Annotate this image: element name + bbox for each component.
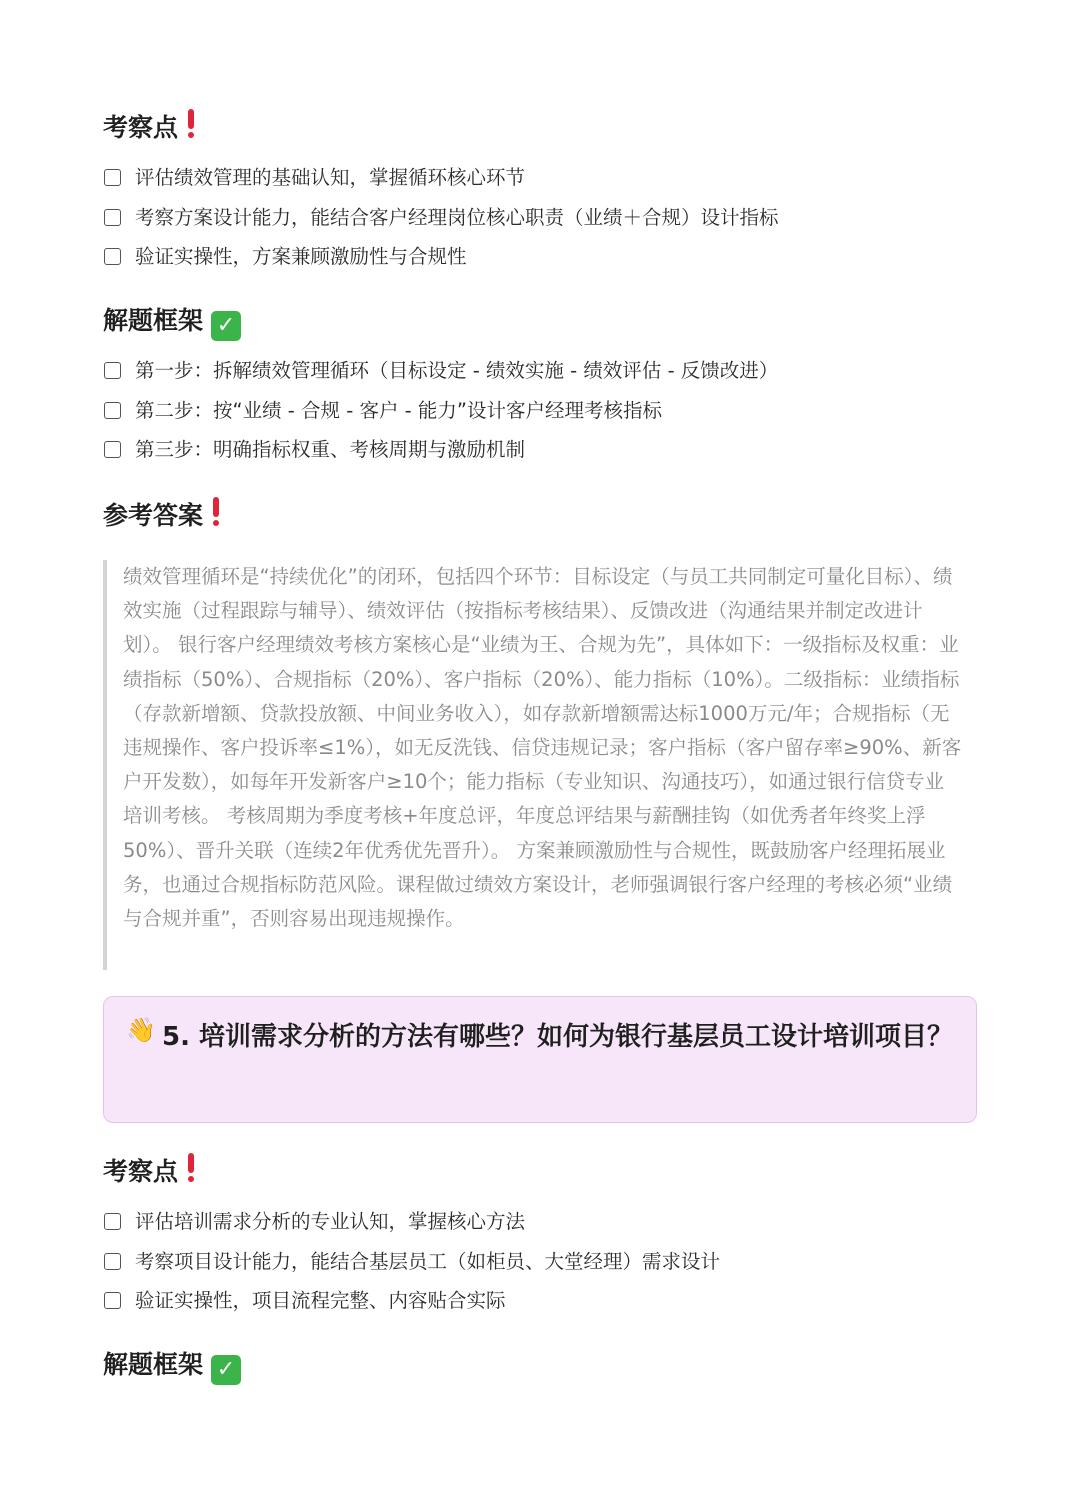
check-mark-icon: ✓ bbox=[211, 311, 241, 341]
checklist-item[interactable]: 第三步：明确指标权重、考核周期与激励机制 bbox=[103, 430, 778, 470]
checkbox[interactable] bbox=[104, 1213, 121, 1230]
checkbox[interactable] bbox=[104, 1253, 121, 1270]
checkbox[interactable] bbox=[104, 209, 121, 226]
checkbox[interactable] bbox=[104, 248, 121, 265]
waving-hand-icon: 👋 bbox=[126, 1016, 156, 1044]
section-heading-jieti-kuangjia: 解题框架 ✓ bbox=[103, 303, 241, 341]
check-mark-icon: ✓ bbox=[211, 1355, 241, 1385]
exclamation-icon bbox=[186, 109, 196, 139]
question-callout bbox=[103, 996, 977, 1123]
question-title: 5. 培训需求分析的方法有哪些？如何为银行基层员工设计培训项目？ bbox=[162, 1022, 954, 1052]
section-heading-kaochadian: 考察点 bbox=[103, 1153, 196, 1190]
section-heading-jieti-kuangjia: 解题框架 ✓ bbox=[103, 1347, 241, 1385]
checklist-item[interactable]: 第二步：按“业绩 - 合规 - 客户 - 能力”设计客户经理考核指标 bbox=[103, 391, 778, 431]
checkbox[interactable] bbox=[104, 441, 121, 458]
checklist-item[interactable]: 评估培训需求分析的专业认知，掌握核心方法 bbox=[103, 1202, 720, 1242]
answer-text: 绩效管理循环是“持续优化”的闭环，包括四个环节：目标设定（与员工共同制定可量化目标）、绩效实施（过程跟踪与辅导）、绩效评估（按指标考核结果）、反馈改进（沟通结果并制定改进计划）。 银行客户经理绩效考核方案核心是“业绩为王、合规为先”，具体如下：一级指标及权重：业绩指标（50%）、合规指标（20%）、客户指标（20%）、能力指标（10%）。二级指标：业绩指标（存款新增额、贷款投放额、中间业务收入），如存款新增额需达标1000万元/年；合规指标（无违规操作、客户投诉率≤1%），如无反洗钱、信贷违规记录；客户指标（客户留存率≥90%、新客户开发数），如每年开发新客户≥10个；能力指标（专业知识、沟通技巧），如通过银行信贷专业培训考核。 考核周期为季度考核+年度总评，年度总评结果与薪酬挂钩（如优秀者年终奖上浮50%）、晋升关联（连续2年优秀优先晋升）。 方案兼顾激励性与合规性，既鼓励客户经理拓展业务，也通过合规指标防范风险。课程做过绩效方案设计，老师强调银行客户经理的考核必须“业绩与合规并重”，否则容易出现违规操作。 bbox=[123, 565, 962, 931]
section-heading-kaochadian: 考察点 bbox=[103, 109, 196, 146]
section-heading-cankao-daan: 参考答案 bbox=[103, 497, 221, 534]
checklist-item[interactable]: 评估绩效管理的基础认知，掌握循环核心环节 bbox=[103, 158, 779, 198]
checklist-item[interactable]: 考察项目设计能力，能结合基层员工（如柜员、大堂经理）需求设计 bbox=[103, 1242, 720, 1282]
exclamation-icon bbox=[186, 1153, 196, 1183]
checkbox[interactable] bbox=[104, 169, 121, 186]
checklist bbox=[103, 1202, 720, 1321]
checkbox[interactable] bbox=[104, 1292, 121, 1309]
checklist bbox=[103, 158, 779, 277]
answer-blockquote bbox=[103, 560, 963, 970]
checklist-item[interactable]: 验证实操性，方案兼顾激励性与合规性 bbox=[103, 237, 779, 277]
checkbox[interactable] bbox=[104, 362, 121, 379]
checklist-item[interactable]: 验证实操性，项目流程完整、内容贴合实际 bbox=[103, 1281, 720, 1321]
checklist-item[interactable]: 考察方案设计能力，能结合客户经理岗位核心职责（业绩＋合规）设计指标 bbox=[103, 198, 779, 238]
checkbox[interactable] bbox=[104, 402, 121, 419]
checklist bbox=[103, 351, 778, 470]
exclamation-icon bbox=[211, 497, 221, 527]
checklist-item[interactable]: 第一步：拆解绩效管理循环（目标设定 - 绩效实施 - 绩效评估 - 反馈改进） bbox=[103, 351, 778, 391]
